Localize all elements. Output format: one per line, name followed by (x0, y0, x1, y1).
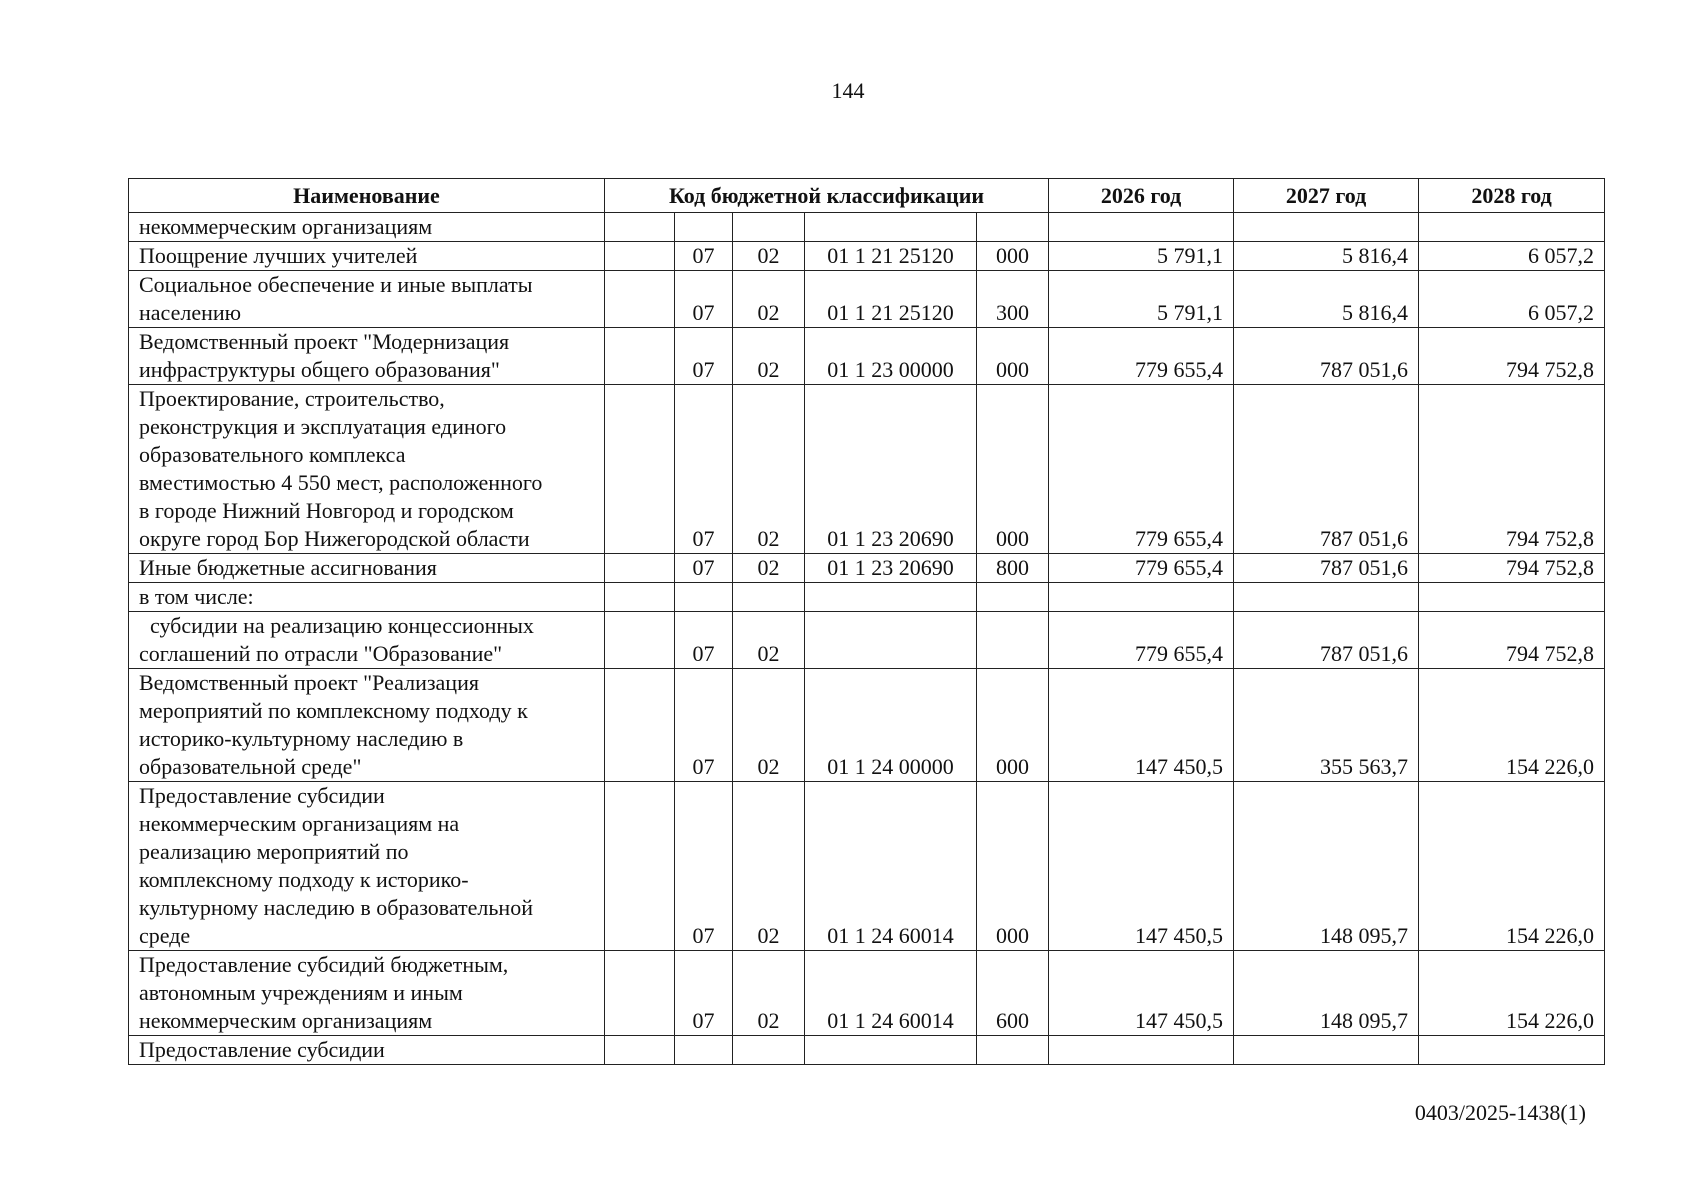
subsection-code-cell: 02 (733, 328, 805, 385)
table-row (129, 554, 1605, 583)
row-name-line: инфраструктуры общего образования" (139, 357, 500, 382)
header-2028: 2028 год (1419, 179, 1605, 213)
section-code-cell (675, 1036, 733, 1065)
subsection-code-cell (733, 213, 805, 242)
code-blank-cell (605, 328, 675, 385)
row-name-line: соглашений по отрасли "Образование" (139, 641, 503, 666)
subsection-code-cell (733, 1036, 805, 1065)
amount-2028-cell: 6 057,2 (1419, 242, 1605, 271)
subsection-code-cell: 02 (733, 782, 805, 951)
row-name-cell (129, 328, 605, 385)
amount-2027-cell: 148 095,7 (1234, 782, 1419, 951)
document-number: 0403/2025-1438(1) (1414, 1100, 1586, 1125)
row-name-line: автономным учреждениям и иным (139, 980, 463, 1005)
row-name-cell (129, 669, 605, 782)
code-blank-cell (605, 782, 675, 951)
row-name-line: культурному наследию в образовательной (139, 895, 533, 920)
row-name-cell (129, 213, 605, 242)
expense-type-cell (977, 612, 1049, 669)
amount-2028-cell: 794 752,8 (1419, 554, 1605, 583)
row-name-line: населению (139, 300, 242, 325)
row-name-line: Поощрение лучших учителей (139, 243, 418, 268)
amount-2026-cell: 779 655,4 (1049, 554, 1234, 583)
subsection-code-cell: 02 (733, 554, 805, 583)
section-code-cell: 07 (675, 554, 733, 583)
table-row (129, 328, 1605, 385)
row-name-line: образовательной среде" (139, 754, 362, 779)
expense-type-cell: 300 (977, 271, 1049, 328)
amount-2027-cell: 787 051,6 (1234, 554, 1419, 583)
header-2027: 2027 год (1234, 179, 1419, 213)
amount-2028-cell: 154 226,0 (1419, 669, 1605, 782)
row-name-cell (129, 242, 605, 271)
row-name-line: Ведомственный проект "Модернизация (139, 329, 510, 354)
expense-type-cell: 800 (977, 554, 1049, 583)
row-name-line: реконструкция и эксплуатация единого (139, 414, 507, 439)
target-article-cell: 01 1 23 20690 (805, 385, 977, 554)
amount-2026-cell: 5 791,1 (1049, 271, 1234, 328)
section-code-cell: 07 (675, 612, 733, 669)
amount-2026-cell: 779 655,4 (1049, 385, 1234, 554)
target-article-cell (805, 1036, 977, 1065)
section-code-cell: 07 (675, 328, 733, 385)
subsection-code-cell: 02 (733, 385, 805, 554)
amount-2027-cell: 787 051,6 (1234, 612, 1419, 669)
expense-type-cell (977, 583, 1049, 612)
subsection-code-cell (733, 583, 805, 612)
amount-2027-cell: 787 051,6 (1234, 385, 1419, 554)
header-name: Наименование (129, 179, 605, 213)
amount-2027-cell: 355 563,7 (1234, 669, 1419, 782)
section-code-cell: 07 (675, 951, 733, 1036)
expense-type-cell: 600 (977, 951, 1049, 1036)
table-body (129, 213, 1605, 1065)
section-code-cell: 07 (675, 242, 733, 271)
subsection-code-cell: 02 (733, 669, 805, 782)
expense-type-cell: 000 (977, 669, 1049, 782)
row-name-line: образовательного комплекса (139, 442, 406, 467)
row-name-line: вместимостью 4 550 мест, расположенного (139, 470, 543, 495)
header-code: Код бюджетной классификации (605, 179, 1049, 213)
row-name-line: Ведомственный проект "Реализация (139, 670, 479, 695)
section-code-cell: 07 (675, 782, 733, 951)
table-row (129, 782, 1605, 951)
row-name-line: Предоставление субсидии (139, 783, 385, 808)
row-name-line: Предоставление субсидий бюджетным, (139, 952, 509, 977)
table-row (129, 951, 1605, 1036)
table-row (129, 213, 1605, 242)
target-article-cell: 01 1 21 25120 (805, 242, 977, 271)
target-article-cell: 01 1 24 60014 (805, 951, 977, 1036)
subsection-code-cell: 02 (733, 271, 805, 328)
row-name-cell (129, 583, 605, 612)
amount-2026-cell: 147 450,5 (1049, 951, 1234, 1036)
amount-2027-cell: 148 095,7 (1234, 951, 1419, 1036)
code-blank-cell (605, 385, 675, 554)
subsection-code-cell: 02 (733, 951, 805, 1036)
code-blank-cell (605, 271, 675, 328)
amount-2026-cell (1049, 213, 1234, 242)
amount-2027-cell: 5 816,4 (1234, 242, 1419, 271)
row-name-line: округе город Бор Нижегородской области (139, 526, 530, 551)
subsection-code-cell: 02 (733, 612, 805, 669)
row-name-line: Иные бюджетные ассигнования (139, 555, 437, 580)
amount-2028-cell (1419, 583, 1605, 612)
amount-2028-cell: 794 752,8 (1419, 328, 1605, 385)
row-name-line: Социальное обеспечение и иные выплаты (139, 272, 533, 297)
row-name-line: субсидии на реализацию концессионных (139, 613, 534, 638)
amount-2028-cell (1419, 213, 1605, 242)
code-blank-cell (605, 951, 675, 1036)
target-article-cell: 01 1 23 20690 (805, 554, 977, 583)
amount-2026-cell: 779 655,4 (1049, 328, 1234, 385)
code-blank-cell (605, 213, 675, 242)
code-blank-cell (605, 669, 675, 782)
expense-type-cell: 000 (977, 385, 1049, 554)
expense-type-cell: 000 (977, 242, 1049, 271)
row-name-cell (129, 612, 605, 669)
row-name-line: некоммерческим организациям на (139, 811, 460, 836)
subsection-code-cell: 02 (733, 242, 805, 271)
section-code-cell: 07 (675, 669, 733, 782)
row-name-line: комплексному подходу к историко- (139, 867, 469, 892)
row-name-cell (129, 554, 605, 583)
expense-type-cell: 000 (977, 782, 1049, 951)
amount-2026-cell: 147 450,5 (1049, 782, 1234, 951)
target-article-cell (805, 213, 977, 242)
amount-2026-cell: 779 655,4 (1049, 612, 1234, 669)
expense-type-cell (977, 213, 1049, 242)
amount-2027-cell: 787 051,6 (1234, 328, 1419, 385)
row-name-line: в том числе: (139, 584, 254, 609)
target-article-cell: 01 1 23 00000 (805, 328, 977, 385)
amount-2028-cell: 794 752,8 (1419, 612, 1605, 669)
target-article-cell (805, 612, 977, 669)
amount-2026-cell (1049, 583, 1234, 612)
table-row (129, 1036, 1605, 1065)
table-row (129, 612, 1605, 669)
table-row (129, 242, 1605, 271)
target-article-cell: 01 1 24 60014 (805, 782, 977, 951)
amount-2027-cell (1234, 583, 1419, 612)
section-code-cell: 07 (675, 385, 733, 554)
header-2026: 2026 год (1049, 179, 1234, 213)
row-name-cell (129, 385, 605, 554)
budget-table (128, 178, 1605, 1065)
row-name-line: в городе Нижний Новгород и городском (139, 498, 514, 523)
expense-type-cell: 000 (977, 328, 1049, 385)
row-name-line: некоммерческим организациям (139, 1008, 433, 1033)
row-name-cell (129, 1036, 605, 1065)
amount-2028-cell: 154 226,0 (1419, 782, 1605, 951)
code-blank-cell (605, 612, 675, 669)
table-row (129, 583, 1605, 612)
row-name-line: среде (139, 923, 191, 948)
amount-2028-cell: 794 752,8 (1419, 385, 1605, 554)
target-article-cell (805, 583, 977, 612)
row-name-line: Предоставление субсидии (139, 1037, 385, 1062)
row-name-line: Проектирование, строительство, (139, 386, 445, 411)
section-code-cell (675, 583, 733, 612)
row-name-line: некоммерческим организациям (139, 214, 433, 239)
expense-type-cell (977, 1036, 1049, 1065)
code-blank-cell (605, 1036, 675, 1065)
row-name-line: историко-культурному наследию в (139, 726, 464, 751)
code-blank-cell (605, 554, 675, 583)
table-header-row (129, 179, 1605, 213)
code-blank-cell (605, 583, 675, 612)
amount-2027-cell (1234, 1036, 1419, 1065)
amount-2026-cell: 147 450,5 (1049, 669, 1234, 782)
target-article-cell: 01 1 24 00000 (805, 669, 977, 782)
row-name-line: мероприятий по комплексному подходу к (139, 698, 528, 723)
amount-2028-cell: 154 226,0 (1419, 951, 1605, 1036)
amount-2026-cell: 5 791,1 (1049, 242, 1234, 271)
table-row (129, 385, 1605, 554)
table-row (129, 271, 1605, 328)
table-row (129, 669, 1605, 782)
row-name-line: реализацию мероприятий по (139, 839, 409, 864)
row-name-cell (129, 271, 605, 328)
amount-2028-cell (1419, 1036, 1605, 1065)
row-name-cell (129, 951, 605, 1036)
code-blank-cell (605, 242, 675, 271)
target-article-cell: 01 1 21 25120 (805, 271, 977, 328)
row-name-cell (129, 782, 605, 951)
amount-2028-cell: 6 057,2 (1419, 271, 1605, 328)
section-code-cell: 07 (675, 271, 733, 328)
amount-2027-cell (1234, 213, 1419, 242)
amount-2026-cell (1049, 1036, 1234, 1065)
page-number: 144 (831, 78, 865, 103)
section-code-cell (675, 213, 733, 242)
amount-2027-cell: 5 816,4 (1234, 271, 1419, 328)
